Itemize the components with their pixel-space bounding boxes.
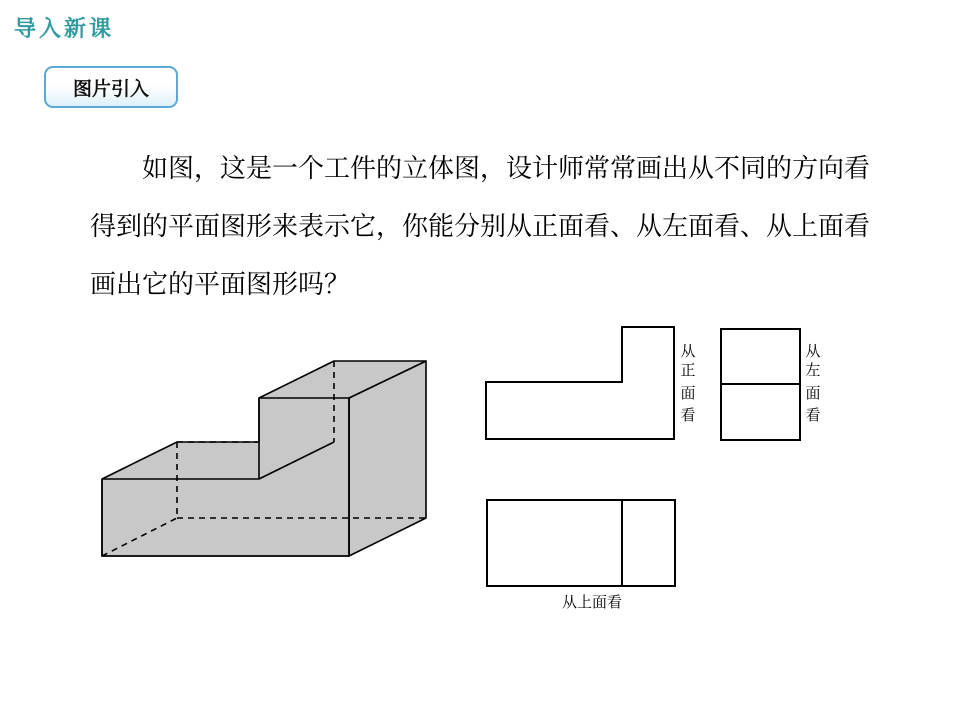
question-text: 如图，这是一个工件的立体图，设计师常常画出从不同的方向看得到的平面图形来表示它，你能分别从正面看、从左面看、从上面看画出它的平面图形吗？ [90,154,871,300]
left-view-label-2: 左 [805,361,821,379]
section-title: 导入新课 [14,16,115,42]
top-view-shape [487,500,675,586]
left-view-shape [721,329,800,440]
left-view-label-1: 从 [805,342,821,360]
left-view-label-3: 面 [805,384,821,402]
left-view-label-4: 看 [805,406,821,424]
front-view-label-3: 面 [680,384,696,402]
front-view-shape [486,327,674,439]
front-view-label-1: 从 [680,342,696,360]
top-view-label: 从上面看 [561,593,623,611]
front-view-label-4: 看 [680,406,696,424]
intro-badge-label: 图片引入 [72,77,149,100]
workpiece-3d-solid [102,361,426,556]
front-view-label-2: 正 [680,361,696,379]
